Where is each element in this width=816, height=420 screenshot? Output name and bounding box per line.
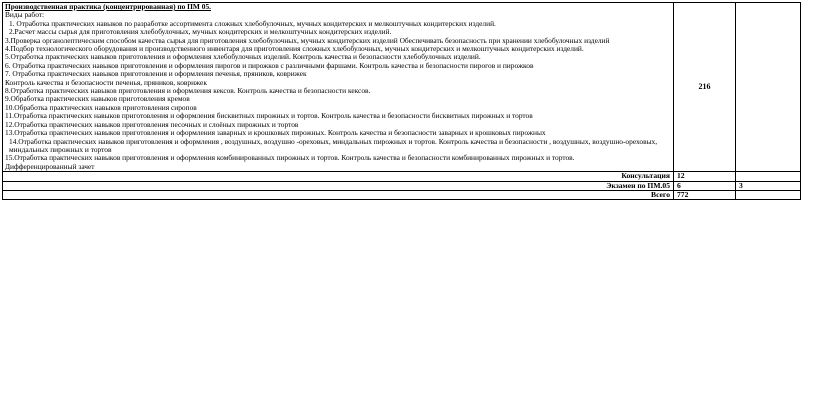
summary-value: 12 — [674, 172, 736, 181]
extra-cell — [736, 3, 801, 172]
summary-value: 6 — [674, 181, 736, 190]
work-item-6: 6. Отработка практических навыков приготовления и оформления пирогов и пирожков с различными фаршами. Контроль качества и безопасности пирогов и пирожков — [5, 60, 534, 70]
summary-label: Экзамен по ПМ.05 — [3, 181, 674, 190]
work-item-7-control: Контроль качества и безопасности печенья, пряников, коврижек — [5, 77, 207, 87]
summary-extra — [736, 190, 801, 199]
work-item-9: 9.Обработка практических навыков приготовления кремов — [5, 94, 190, 104]
work-item-3: 3.Проверка органолептическим способом качества сырья для приготовления хлебобулочных, мучных кондитерских изделий Обеспечивать безопасность при хранении хлебобулочных изделий — [5, 35, 610, 45]
work-item-8: 8.Отработка практических навыков приготовления и оформления кексов. Контроль качества и безопасности кексов. — [5, 86, 371, 96]
summary-extra: 3 — [736, 181, 801, 190]
summary-row-total — [3, 190, 801, 199]
summary-row-consultation — [3, 172, 801, 181]
summary-extra — [736, 172, 801, 181]
summary-label: Всего — [3, 190, 674, 199]
work-item-1: 1. Отработка практических навыков по разработке ассортимента сложных хлебобулочных, мучных кондитерских и мелкоштучных кондитерских изделий. — [9, 18, 496, 28]
practice-row — [3, 3, 801, 172]
summary-label: Консультация — [3, 172, 674, 181]
work-item-5: 5.Отработка практических навыков приготовления и оформления хлебобулочных изделий. Контроль качества и безопасности хлебобулочных изделий. — [5, 52, 481, 62]
work-item-12: 12.Отработка практических навыков приготовления песочных и слоёных пирожных и тортов — [5, 119, 299, 129]
work-item-10: 10.Обработка практических навыков приготовления сиропов — [5, 102, 197, 112]
works-cell — [3, 3, 674, 172]
practice-table — [2, 2, 801, 200]
final-assessment: Дифференцированный зачет — [5, 161, 95, 171]
practice-title: Производственная практика (концентрированная) по ПМ 05. — [5, 2, 211, 11]
hours-cell: 216 — [674, 3, 736, 172]
summary-value: 772 — [674, 190, 736, 199]
work-item-13: 13.Отработка практических навыков приготовления и оформления заварных и крошковых пирожных. Контроль качества и безопасности заварных и крошковых пирожных — [5, 128, 546, 138]
work-item-7: 7. Отработка практических навыков приготовления и оформления печенья, пряников, коврижек — [5, 69, 307, 79]
work-item-11: 11.Отработка практических навыков приготовления и оформления бисквитных пирожных и тортов. Контроль качества и безопасности бисквитных пирожных и тортов — [5, 111, 533, 121]
work-item-15: 15.Отработка практических навыков приготовления и оформления комбинированных пирожных и тортов. Контроль качества и безопасности комбинированных пирожных и тортов. — [5, 153, 575, 163]
work-item-14: 14.Отработка практических навыков приготовления и оформления , воздушных, воздушно -ореховых, миндальных пирожных и тортов. Контроль качества и безопасности , воздушных, воздушно-ореховых, миндальных пирожных и тортов — [9, 136, 658, 154]
work-item-2: 2.Расчет массы сырья для приготовления хлебобулочных, мучных кондитерских и мелкоштучных кондитерских изделий. — [9, 27, 392, 37]
work-item-4: 4.Подбор технологического оборудования и производственного инвентаря для приготовления сложных хлебобулочных, мучных кондитерских и мелкоштучных кондитерских изделий. — [5, 44, 584, 54]
works-subtitle: Виды работ: — [5, 10, 45, 20]
